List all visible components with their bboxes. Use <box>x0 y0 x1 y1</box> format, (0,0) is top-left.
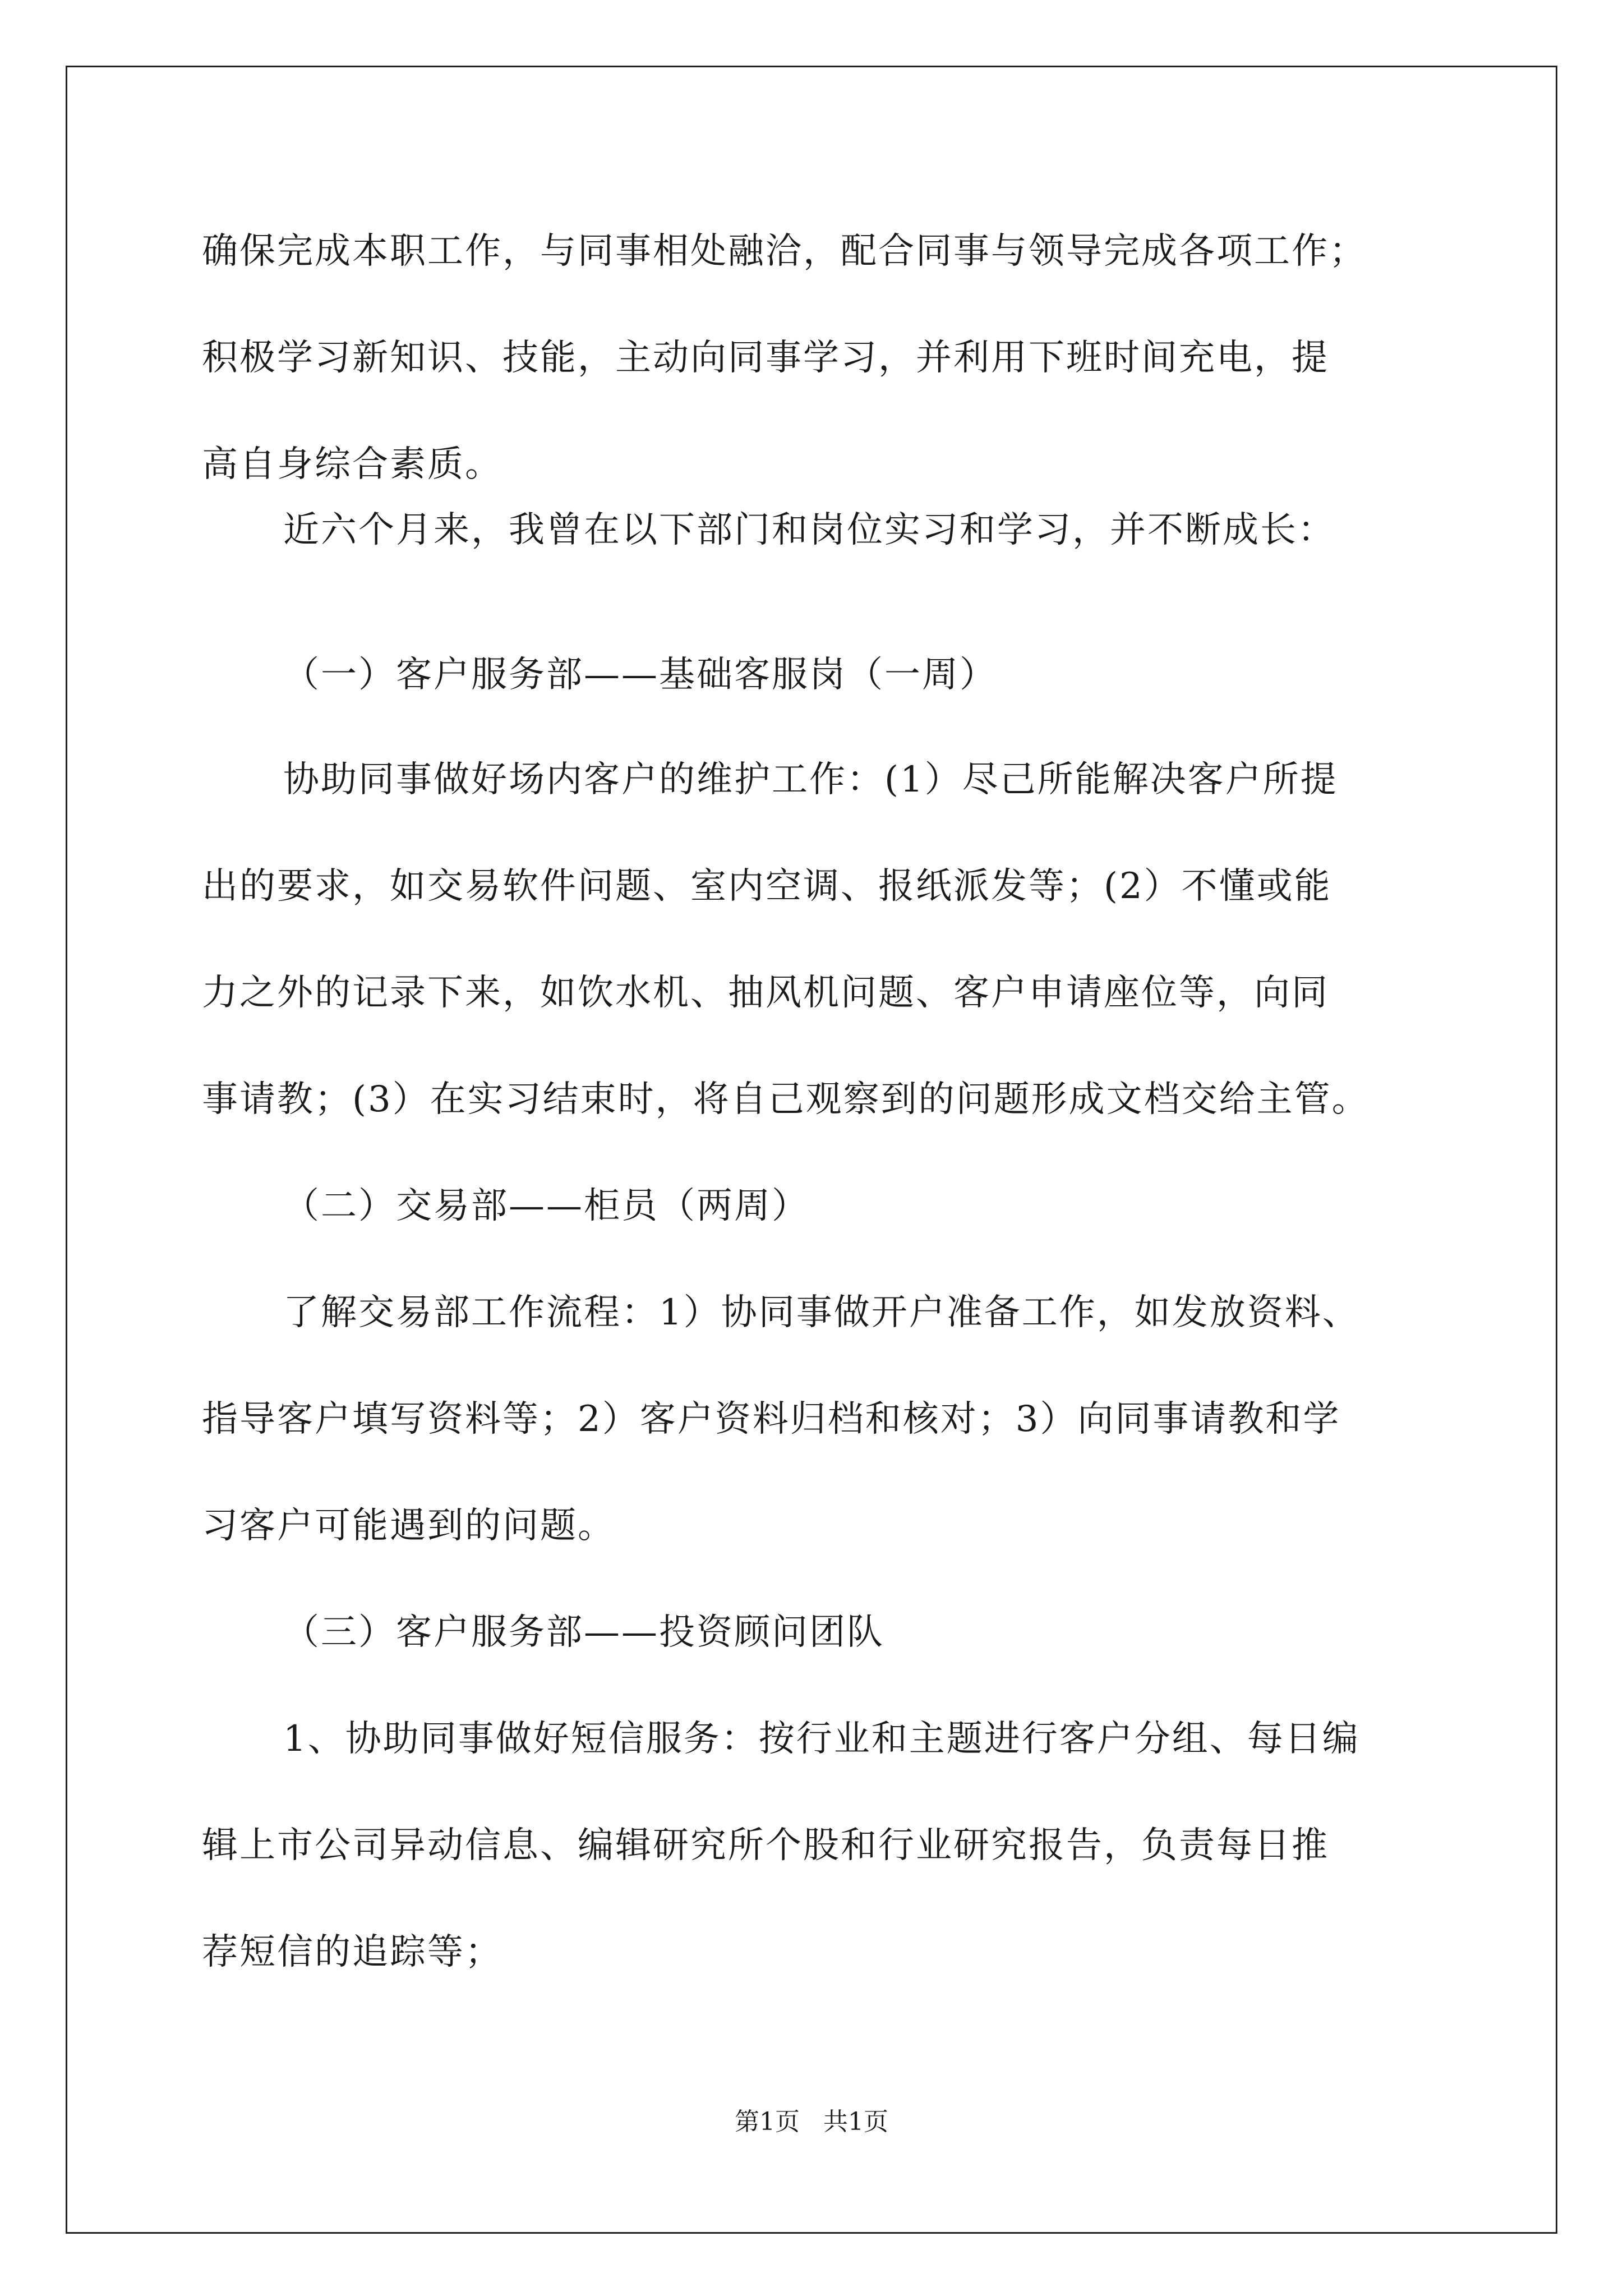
section-heading: （三）客户服务部——投资顾问团队 <box>283 1612 884 1653</box>
paragraph-line: 高自身综合素质。 <box>202 444 502 485</box>
paragraph-line: 力之外的记录下来，如饮水机、抽风机问题、客户申请座位等，向同 <box>202 972 1329 1014</box>
page-number-total: 共1页 <box>823 2108 888 2136</box>
section-heading: （二）交易部——柜员（两周） <box>283 1185 809 1227</box>
paragraph-line: 出的要求，如交易软件问题、室内空调、报纸派发等；(2）不懂或能 <box>202 866 1332 907</box>
paragraph-line: 指导客户填写资料等；2）客户资料归档和核对；3）向同事请教和学 <box>202 1398 1341 1440</box>
page-footer <box>0 2106 1623 2138</box>
paragraph-line: 荐短信的追踪等； <box>202 1931 502 1973</box>
section-heading: （一）客户服务部——基础客服岗（一周） <box>283 654 997 696</box>
paragraph-line: 事请教；(3）在实习结束时，将自己观察到的问题形成文档交给主管。 <box>202 1079 1370 1120</box>
paragraph-line: 积极学习新知识、技能，主动向同事学习，并利用下班时间充电，提 <box>202 337 1329 379</box>
page-number-current: 第1页 <box>735 2108 800 2136</box>
paragraph-line: 习客户可能遇到的问题。 <box>202 1505 615 1547</box>
page-border <box>66 66 1557 2234</box>
paragraph-line: 了解交易部工作流程：1）协同事做开户准备工作，如发放资料、 <box>283 1292 1360 1333</box>
paragraph-line: 确保完成本职工作，与同事相处融洽，配合同事与领导完成各项工作； <box>202 231 1367 272</box>
paragraph-line: 1、协助同事做好短信服务：按行业和主题进行客户分组、每日编 <box>283 1718 1360 1760</box>
paragraph-line: 协助同事做好场内客户的维护工作：(1）尽己所能解决客户所提 <box>283 759 1338 800</box>
paragraph-line: 辑上市公司异动信息、编辑研究所个股和行业研究报告，负责每日推 <box>202 1825 1329 1866</box>
paragraph-line: 近六个月来，我曾在以下部门和岗位实习和学习，并不断成长： <box>283 509 1335 551</box>
